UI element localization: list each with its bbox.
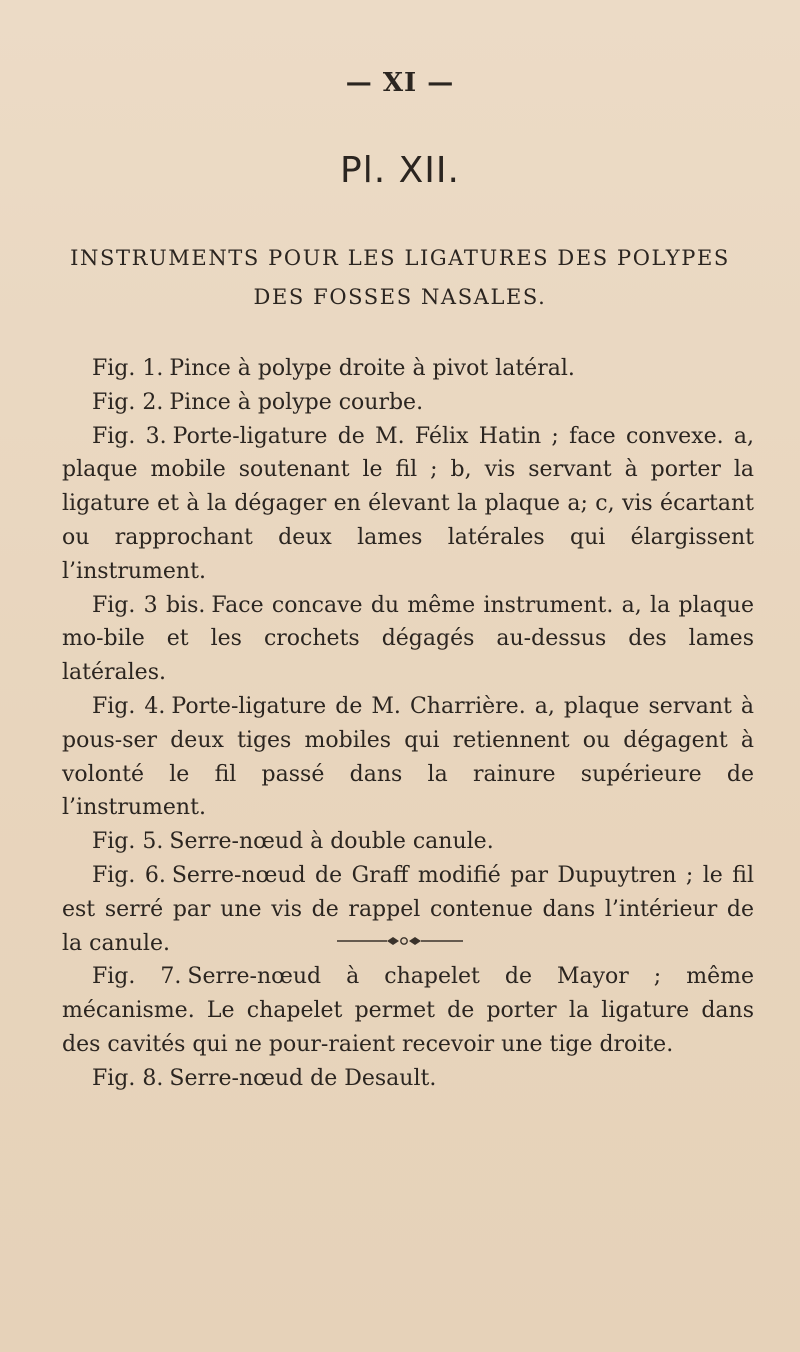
figure-entry-2 <box>62 386 754 420</box>
figure-entry-7 <box>62 960 754 1061</box>
figure-label: Fig. 7. <box>92 964 182 990</box>
figure-description: Porte-ligature de M. Félix Hatin ; face convexe. a, plaque mobile soutenant le fil ; b, vis servant à porter la ligature et à la dégager en élevant la plaque a; c, vis écartant ou rapprochant deux lames latérales qui élargissent l’instrument. <box>62 423 754 584</box>
figure-label: Fig. 2. <box>92 389 164 415</box>
ornamental-divider <box>0 933 800 952</box>
page-number: — XI — <box>345 68 455 98</box>
figure-description: Face concave du même instrument. a, la plaque mo-bile et les crochets dégagés au-dessus des lames latérales. <box>62 592 754 686</box>
figure-label: Fig. 6. <box>92 862 166 888</box>
figure-legend-list <box>62 352 754 1096</box>
figure-entry-3 <box>62 420 754 589</box>
figure-description: Pince à polype droite à pivot latéral. <box>169 356 575 381</box>
figure-description: Serre-nœud de Desault. <box>169 1065 437 1091</box>
figure-description: Serre-nœud à double canule. <box>169 829 494 855</box>
figure-label: Fig. 8. <box>92 1065 164 1091</box>
figure-entry-1 <box>62 352 754 386</box>
section-heading-line-2: DES FOSSES NASALES. <box>253 285 547 309</box>
figure-label: Fig. 3. <box>92 423 167 449</box>
plate-title: Pl. XII. <box>340 150 460 191</box>
figure-entry-3-bis <box>62 589 754 690</box>
section-heading-line-1: INSTRUMENTS POUR LES LIGATURES DES POLYPES <box>70 246 730 270</box>
figure-entry-4 <box>62 690 754 825</box>
figure-description: Serre-nœud de Graff modifié par Dupuytren ; le fil est serré par une vis de rappel contenue dans l’intérieur de la canule. <box>62 862 754 956</box>
figure-description: Serre-nœud à chapelet de Mayor ; même mécanisme. Le chapelet permet de porter la ligature dans des cavités qui ne pour-raient recevoir une tige droite. <box>62 964 754 1057</box>
figure-label: Fig. 5. <box>92 829 164 855</box>
figure-entry-8 <box>62 1062 754 1096</box>
figure-label: Fig. 3 bis. <box>92 592 206 618</box>
figure-label: Fig. 4. <box>92 693 166 719</box>
figure-description: Pince à polype courbe. <box>169 389 424 415</box>
ornament-rule-icon <box>335 934 465 948</box>
figure-entry-5 <box>62 825 754 859</box>
figure-description: Porte-ligature de M. Charrière. a, plaque servant à pous-ser deux tiges mobiles qui retiennent ou dégagent à volonté le fil passé dans la rainure supérieure de l’instrument. <box>62 693 754 821</box>
figure-label: Fig. 1. <box>92 356 164 381</box>
